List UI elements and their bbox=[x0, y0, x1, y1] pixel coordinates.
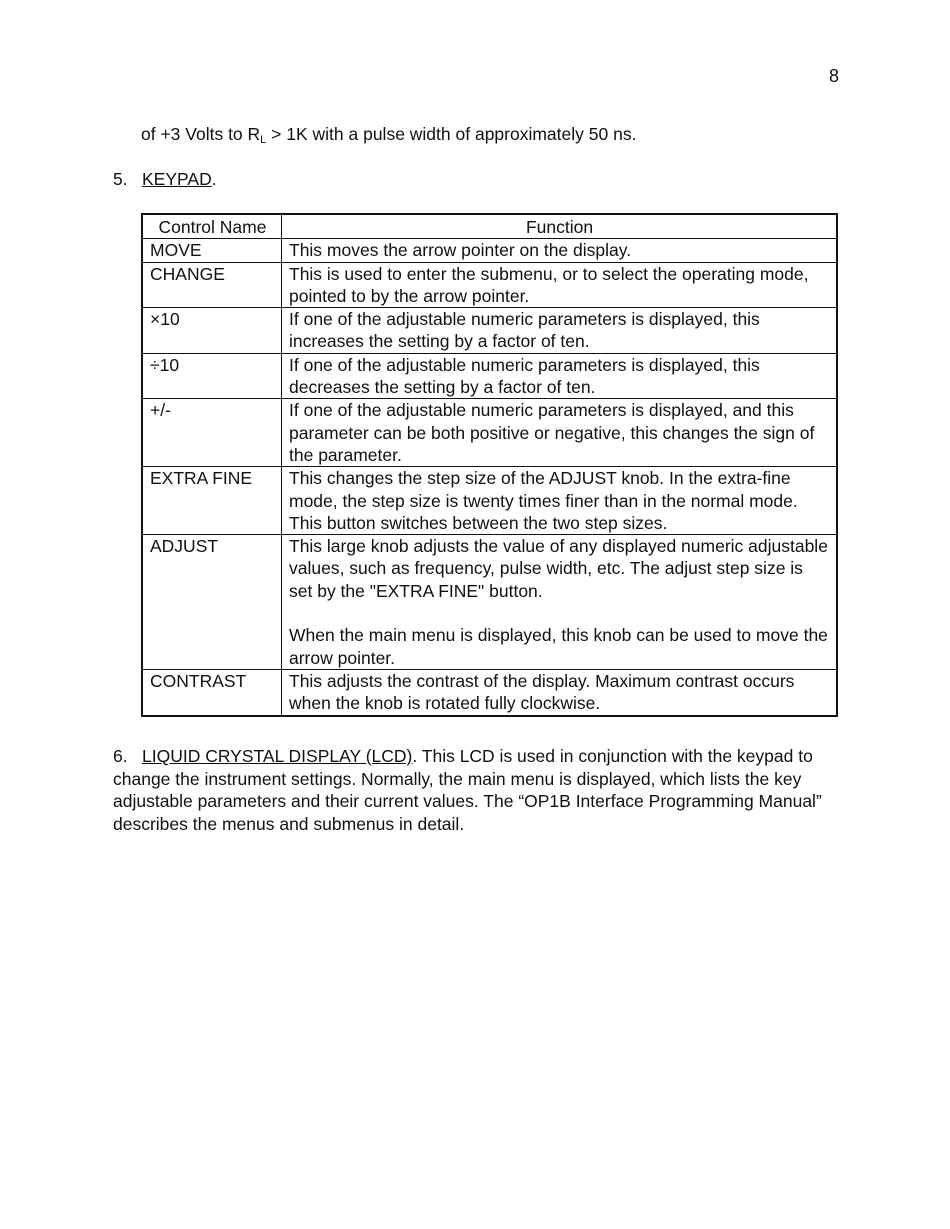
section-keypad bbox=[113, 168, 217, 191]
function-cell bbox=[282, 399, 838, 467]
function-paragraph: When the main menu is displayed, this knob can be used to move the arrow pointer. bbox=[289, 625, 828, 668]
column-header-function: Function bbox=[282, 214, 838, 239]
function-cell bbox=[282, 535, 838, 670]
section-body: . This LCD is used in conjunction with the keypad to change the instrument settings. Normally, the main menu is displayed, which lists the key adjustable parameters and their current values. The “OP1B Interface Programming Manual” describes the menus and submenus in detail. bbox=[113, 746, 822, 834]
function-paragraph: This large knob adjusts the value of any displayed numeric adjustable values, such as frequency, pulse width, etc. The adjust step size is set by the "EXTRA FINE" button. bbox=[289, 536, 828, 601]
column-header-control-name: Control Name bbox=[142, 214, 282, 239]
table-row bbox=[142, 535, 837, 670]
control-name-cell: ×10 bbox=[142, 308, 282, 354]
function-cell bbox=[282, 467, 838, 535]
section-heading-suffix: . bbox=[211, 169, 217, 189]
control-name-cell: CONTRAST bbox=[142, 669, 282, 715]
table-header-row bbox=[142, 214, 837, 239]
function-cell bbox=[282, 239, 838, 262]
function-paragraph: This changes the step size of the ADJUST knob. In the extra-fine mode, the step size is twenty times finer than in the normal mode. This button switches between the two step sizes. bbox=[289, 468, 798, 533]
function-paragraph: If one of the adjustable numeric parameters is displayed, this increases the setting by a factor of ten. bbox=[289, 309, 760, 352]
function-paragraph: This is used to enter the submenu, or to select the operating mode, pointed to by the arrow pointer. bbox=[289, 263, 809, 306]
intro-suffix: > 1K with a pulse width of approximately 50 ns. bbox=[266, 124, 637, 144]
function-cell bbox=[282, 669, 838, 715]
control-name-cell: CHANGE bbox=[142, 262, 282, 308]
section-lcd bbox=[113, 745, 823, 835]
intro-prefix: of +3 Volts to R bbox=[141, 124, 261, 144]
table-row bbox=[142, 669, 837, 715]
table-row bbox=[142, 262, 837, 308]
control-name-cell: MOVE bbox=[142, 239, 282, 262]
section-number: 6. bbox=[113, 746, 128, 766]
intro-line bbox=[141, 124, 636, 146]
control-name-cell: EXTRA FINE bbox=[142, 467, 282, 535]
function-cell bbox=[282, 353, 838, 399]
control-name-cell: ADJUST bbox=[142, 535, 282, 670]
keypad-table bbox=[141, 213, 838, 717]
intro-subscript: L bbox=[260, 134, 267, 146]
function-paragraph: This moves the arrow pointer on the display. bbox=[289, 240, 632, 261]
section-heading: LIQUID CRYSTAL DISPLAY (LCD) bbox=[142, 746, 413, 766]
section-heading: KEYPAD bbox=[142, 169, 212, 189]
function-paragraph: This adjusts the contrast of the display. Maximum contrast occurs when the knob is rotated fully clockwise. bbox=[289, 670, 795, 714]
function-cell bbox=[282, 262, 838, 308]
table-row bbox=[142, 353, 837, 399]
page-number: 8 bbox=[829, 66, 840, 86]
function-cell bbox=[282, 308, 838, 354]
keypad-table-body bbox=[142, 239, 837, 716]
control-name-cell: ÷10 bbox=[142, 353, 282, 399]
table-row bbox=[142, 467, 837, 535]
function-paragraph: If one of the adjustable numeric parameters is displayed, and this parameter can be both positive or negative, this changes the sign of the parameter. bbox=[289, 400, 815, 465]
table-row bbox=[142, 308, 837, 354]
section-number: 5. bbox=[113, 169, 128, 189]
table-row bbox=[142, 239, 837, 262]
table-row bbox=[142, 399, 837, 467]
control-name-cell: +/- bbox=[142, 399, 282, 467]
function-paragraph: If one of the adjustable numeric parameters is displayed, this decreases the setting by a factor of ten. bbox=[289, 354, 760, 398]
